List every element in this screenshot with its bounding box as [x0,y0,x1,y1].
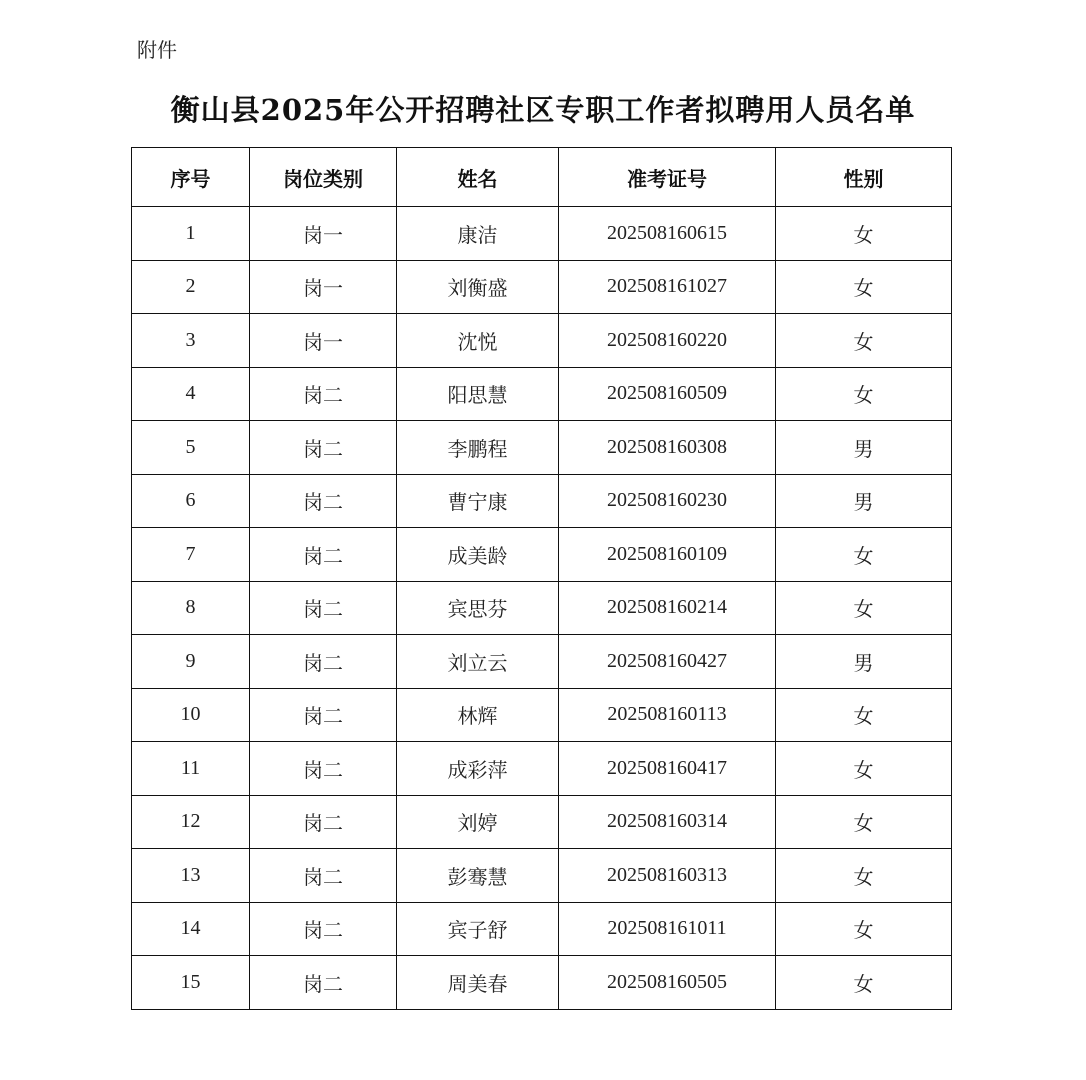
cell-gender: 女 [776,902,952,956]
table-row [132,421,952,475]
cell-gender: 男 [776,421,952,475]
cell-name: 彭骞慧 [397,849,559,903]
cell-exam-no: 202508160427 [559,635,776,689]
table-row [132,528,952,582]
cell-position: 岗二 [250,688,397,742]
cell-gender: 女 [776,795,952,849]
cell-name: 成彩萍 [397,742,559,796]
cell-name: 周美春 [397,956,559,1010]
header-gender: 性别 [776,148,952,207]
cell-name: 沈悦 [397,314,559,368]
cell-seq: 15 [132,956,250,1010]
cell-seq: 14 [132,902,250,956]
header-exam-no: 准考证号 [559,148,776,207]
cell-exam-no: 202508160308 [559,421,776,475]
cell-gender: 女 [776,581,952,635]
attachment-label: 附件 [137,38,177,62]
cell-exam-no: 202508160314 [559,795,776,849]
cell-name: 林辉 [397,688,559,742]
cell-seq: 8 [132,581,250,635]
cell-position: 岗二 [250,849,397,903]
cell-gender: 女 [776,849,952,903]
cell-name: 宾思芬 [397,581,559,635]
cell-name: 刘婷 [397,795,559,849]
cell-name: 刘立云 [397,635,559,689]
cell-position: 岗二 [250,742,397,796]
table-row [132,207,952,261]
document-title: 衡山县2025年公开招聘社区专职工作者拟聘用人员名单 [170,93,916,127]
cell-name: 曹宁康 [397,474,559,528]
cell-exam-no: 202508160615 [559,207,776,261]
cell-gender: 女 [776,688,952,742]
cell-gender: 男 [776,635,952,689]
cell-seq: 11 [132,742,250,796]
cell-position: 岗二 [250,367,397,421]
cell-position: 岗二 [250,581,397,635]
cell-exam-no: 202508160214 [559,581,776,635]
cell-position: 岗二 [250,421,397,475]
cell-gender: 女 [776,742,952,796]
cell-seq: 5 [132,421,250,475]
cell-gender: 女 [776,260,952,314]
table-row [132,849,952,903]
table-row [132,474,952,528]
table-row [132,260,952,314]
cell-exam-no: 202508160313 [559,849,776,903]
cell-seq: 10 [132,688,250,742]
cell-exam-no: 202508161011 [559,902,776,956]
cell-position: 岗二 [250,635,397,689]
cell-exam-no: 202508160109 [559,528,776,582]
cell-seq: 4 [132,367,250,421]
cell-gender: 女 [776,207,952,261]
cell-seq: 13 [132,849,250,903]
cell-seq: 2 [132,260,250,314]
cell-seq: 7 [132,528,250,582]
cell-exam-no: 202508160113 [559,688,776,742]
cell-position: 岗一 [250,314,397,368]
cell-position: 岗二 [250,956,397,1010]
table-row [132,742,952,796]
table-row [132,795,952,849]
cell-seq: 6 [132,474,250,528]
table-row [132,902,952,956]
cell-exam-no: 202508160230 [559,474,776,528]
cell-exam-no: 202508160505 [559,956,776,1010]
cell-name: 阳思慧 [397,367,559,421]
table-row [132,581,952,635]
cell-gender: 女 [776,956,952,1010]
cell-position: 岗二 [250,528,397,582]
cell-gender: 女 [776,528,952,582]
cell-name: 李鹏程 [397,421,559,475]
cell-exam-no: 202508160417 [559,742,776,796]
cell-position: 岗二 [250,474,397,528]
header-position: 岗位类别 [250,148,397,207]
cell-gender: 男 [776,474,952,528]
cell-seq: 3 [132,314,250,368]
cell-name: 宾子舒 [397,902,559,956]
cell-name: 康洁 [397,207,559,261]
cell-position: 岗一 [250,207,397,261]
hired-personnel-table [131,147,952,1010]
table-row [132,688,952,742]
cell-name: 刘衡盛 [397,260,559,314]
cell-exam-no: 202508160509 [559,367,776,421]
cell-seq: 9 [132,635,250,689]
cell-gender: 女 [776,367,952,421]
table-row [132,956,952,1010]
cell-position: 岗一 [250,260,397,314]
table-row [132,314,952,368]
table-header-row [132,148,952,207]
cell-name: 成美龄 [397,528,559,582]
cell-position: 岗二 [250,795,397,849]
header-name: 姓名 [397,148,559,207]
cell-gender: 女 [776,314,952,368]
cell-seq: 1 [132,207,250,261]
cell-position: 岗二 [250,902,397,956]
cell-seq: 12 [132,795,250,849]
table-body [132,207,952,1010]
cell-exam-no: 202508160220 [559,314,776,368]
table-row [132,635,952,689]
cell-exam-no: 202508161027 [559,260,776,314]
table-row [132,367,952,421]
header-seq: 序号 [132,148,250,207]
